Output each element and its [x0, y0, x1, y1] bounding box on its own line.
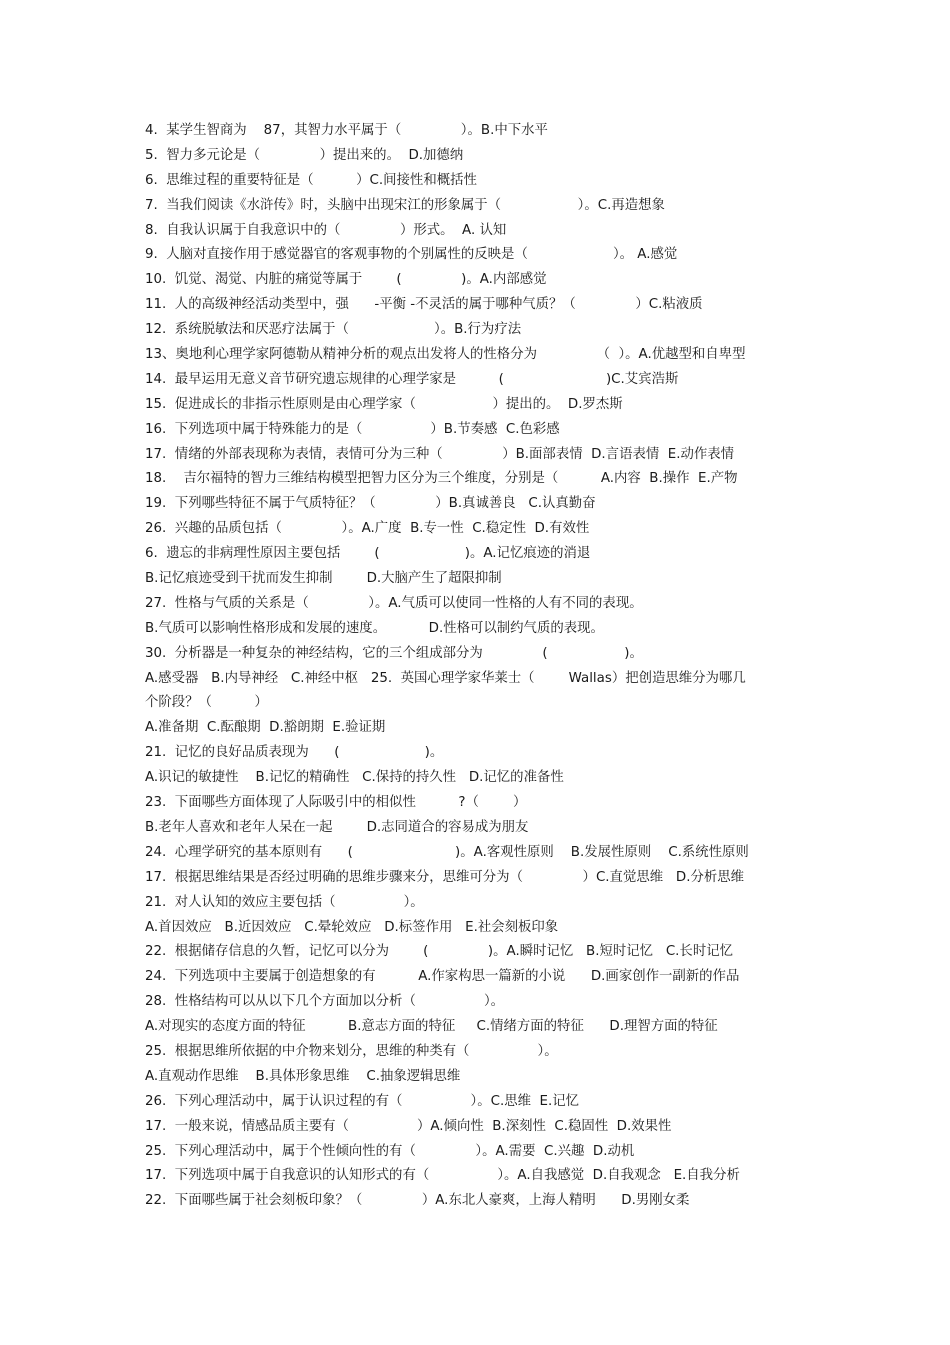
text-line: 16. 下列选项中属于特殊能力的是（ ）B.节奏感 C.色彩感	[145, 421, 560, 437]
question-list	[145, 119, 825, 1214]
text-line: 19. 下列哪些特征不属于气质特征？（ ）B.真诚善良 C.认真勤奋	[145, 496, 596, 512]
text-line: 6. 思维过程的重要特征是（ ）C.间接性和概括性	[145, 172, 477, 188]
text-line: 22. 根据储存信息的久暂，记忆可以分为 ( )。A.瞬时记忆 B.短时记忆 C.长时记忆	[145, 944, 733, 960]
text-line: B.记忆痕迹受到干扰而发生抑制 D.大脑产生了超限抑制	[145, 571, 502, 587]
text-line: A.准备期 C.酝酿期 D.豁朗期 E.验证期	[145, 720, 386, 736]
text-line: 21. 对人认知的效应主要包括（ ）。	[145, 894, 424, 910]
text-line: 24. 心理学研究的基本原则有 ( )。A.客观性原则 B.发展性原则 C.系统性原则	[145, 844, 749, 860]
text-line: 13、奥地利心理学家阿德勒从精神分析的观点出发将人的性格分为 （ ）。A.优越型和自卑型	[145, 347, 746, 363]
text-line: 23. 下面哪些方面体现了人际吸引中的相似性 ?（ ）	[145, 795, 527, 811]
text-line: 26. 兴趣的品质包括（ ）。A.广度 B.专一性 C.稳定性 D.有效性	[145, 521, 590, 537]
text-line: 10. 饥觉、渴觉、内脏的痛觉等属于 ( )。A.内部感觉	[145, 272, 547, 288]
text-line: A.直观动作思维 B.具体形象思维 C.抽象逻辑思维	[145, 1068, 461, 1084]
text-line: 22. 下面哪些属于社会刻板印象？（ ）A.东北人豪爽，上海人精明 D.男刚女柔	[145, 1193, 690, 1209]
text-line: 30. 分析器是一种复杂的神经结构，它的三个组成部分为 ( )。	[145, 645, 643, 661]
text-line: 9. 人脑对直接作用于感觉器官的客观事物的个别属性的反映是（ ）。 A.感觉	[145, 247, 678, 263]
text-line: 6. 遗忘的非病理性原因主要包括 ( )。A.记忆痕迹的消退	[145, 546, 591, 562]
text-line: 27. 性格与气质的关系是（ ）。A.气质可以使同一性格的人有不同的表现。	[145, 595, 643, 611]
text-line: 5. 智力多元论是（ ）提出来的。 D.加德纳	[145, 147, 464, 163]
text-line: 26. 下列心理活动中，属于认识过程的有（ ）。C.思维 E.记忆	[145, 1093, 580, 1109]
text-line: 17. 下列选项中属于自我意识的认知形式的有（ ）。A.自我感觉 D.自我观念 E.自我分析	[145, 1168, 740, 1184]
text-line: 8. 自我认识属于自我意识中的（ ）形式。 A. 认知	[145, 222, 507, 238]
text-line: 18. 吉尔福特的智力三维结构模型把智力区分为三个维度，分别是（ A.内容 B.操作 E.产物	[145, 471, 738, 487]
text-line: 21. 记忆的良好品质表现为 ( )。	[145, 745, 444, 761]
text-line: 28. 性格结构可以从以下几个方面加以分析（ ）。	[145, 994, 505, 1010]
text-line: 7. 当我们阅读《水浒传》时，头脑中出现宋江的形象属于（ ）。C.再造想象	[145, 197, 665, 213]
text-line: B.老年人喜欢和老年人呆在一起 D.志同道合的容易成为朋友	[145, 819, 529, 835]
text-line: A.对现实的态度方面的特征 B.意志方面的特征 C.情绪方面的特征 D.理智方面的特征	[145, 1019, 718, 1035]
text-line: 15. 促进成长的非指示性原则是由心理学家（ ）提出的。 D.罗杰斯	[145, 396, 623, 412]
text-line: 14. 最早运用无意义音节研究遗忘规律的心理学家是 ( )C.艾宾浩斯	[145, 371, 679, 387]
text-line: 24. 下列选项中主要属于创造想象的有 A.作家构思一篇新的小说 D.画家创作一副新的作品	[145, 969, 740, 985]
text-line: B.气质可以影响性格形成和发展的速度。 D.性格可以制约气质的表现。	[145, 620, 604, 636]
text-line: A.感受器 B.内导神经 C.神经中枢 25. 英国心理学家华莱士（ Wallas）把创造思维分为哪几	[145, 670, 746, 686]
text-line: A.识记的敏捷性 B.记忆的精确性 C.保持的持久性 D.记忆的准备性	[145, 770, 564, 786]
text-line: 11. 人的高级神经活动类型中，强 -平衡 -不灵活的属于哪种气质？（ ）C.粘液质	[145, 297, 703, 313]
text-line: 17. 一般来说，情感品质主要有（ ）A.倾向性 B.深刻性 C.稳固性 D.效果性	[145, 1118, 672, 1134]
text-line: 4. 某学生智商为 87，其智力水平属于（ ）。B.中下水平	[145, 123, 548, 138]
text-line: 25. 根据思维所依据的中介物来划分，思维的种类有（ ）。	[145, 1043, 558, 1059]
text-line: 17. 情绪的外部表现称为表情，表情可分为三种（ ）B.面部表情 D.言语表情 E.动作表情	[145, 446, 735, 462]
text-line: 17. 根据思维结果是否经过明确的思维步骤来分，思维可分为（ ）C.直觉思维 D.分析思维	[145, 869, 745, 885]
text-line: 25. 下列心理活动中，属于个性倾向性的有（ ）。A.需要 C.兴趣 D.动机	[145, 1143, 635, 1159]
text-line: 12. 系统脱敏法和厌恶疗法属于（ ）。B.行为疗法	[145, 322, 522, 338]
text-line: 个阶段？（ ）	[145, 695, 268, 711]
text-line: A.首因效应 B.近因效应 C.晕轮效应 D.标签作用 E.社会刻板印象	[145, 919, 559, 935]
